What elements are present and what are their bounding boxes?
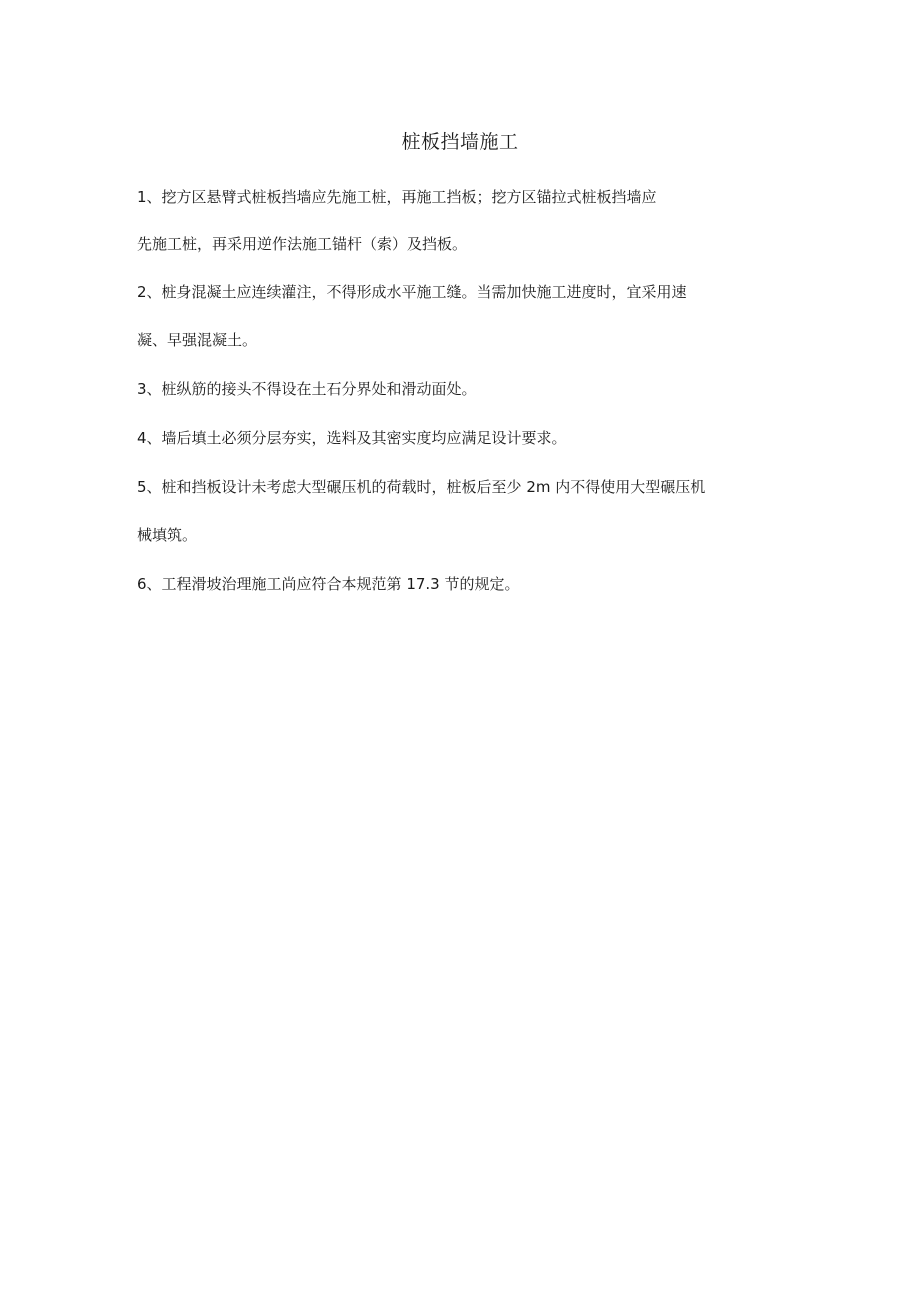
- item-1-line-2: 先施工桩，再采用逆作法施工锚杆（索）及挡板。: [137, 235, 468, 253]
- item-4-line-1: 4、墙后填土必须分层夯实，选料及其密实度均应满足设计要求。: [137, 429, 567, 447]
- item-5-line-2: 械填筑。: [137, 526, 198, 544]
- item-1-line-1: 1、挖方区悬臂式桩板挡墙应先施工桩，再施工挡板；挖方区锚拉式桩板挡墙应: [137, 188, 657, 206]
- document-title: 桩板挡墙施工: [401, 131, 519, 153]
- item-2-line-1: 2、桩身混凝土应连续灌注，不得形成水平施工缝。当需加快施工进度时，宜采用速: [137, 283, 687, 301]
- item-6-line-1: 6、工程滑坡治理施工尚应符合本规范第 17.3 节的规定。: [137, 575, 520, 593]
- item-5-line-1: 5、桩和挡板设计未考虑大型碾压机的荷载时，桩板后至少 2m 内不得使用大型碾压机: [137, 478, 706, 496]
- item-3-line-1: 3、桩纵筋的接头不得设在土石分界处和滑动面处。: [137, 380, 477, 398]
- item-2-line-2: 凝、早强混凝土。: [137, 331, 258, 349]
